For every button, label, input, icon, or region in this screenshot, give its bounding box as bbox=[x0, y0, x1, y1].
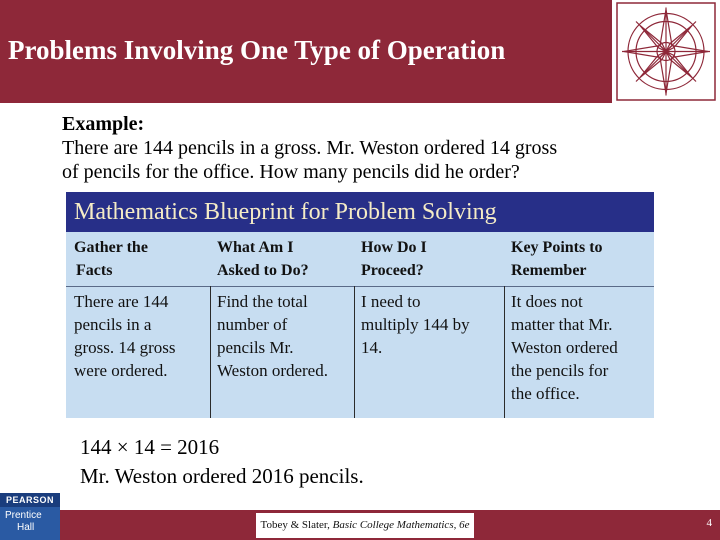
cell-line: gross. 14 gross bbox=[74, 338, 176, 357]
cell-line: multiply 144 by bbox=[361, 315, 470, 334]
column-header-facts bbox=[74, 236, 148, 282]
column-header-remember bbox=[511, 236, 603, 282]
result-statement: Mr. Weston ordered 2016 pencils. bbox=[80, 464, 364, 488]
publisher-top: PEARSON bbox=[0, 493, 60, 507]
citation-title: Basic College Mathematics, 6e bbox=[332, 519, 470, 531]
column-header-asked bbox=[217, 236, 309, 282]
blueprint-table bbox=[66, 192, 654, 418]
column-header-line: How Do I bbox=[361, 239, 427, 256]
column-header-proceed bbox=[361, 236, 427, 282]
cell-line: were ordered. bbox=[74, 361, 168, 380]
column-header-line: Gather the bbox=[74, 239, 148, 256]
citation-authors: Tobey & Slater, bbox=[260, 519, 333, 531]
publisher-logo bbox=[0, 493, 60, 540]
column-divider bbox=[504, 286, 505, 418]
column-header-line: Facts bbox=[76, 262, 113, 279]
cell-facts bbox=[74, 290, 176, 382]
cell-line: pencils Mr. bbox=[217, 338, 294, 357]
blueprint-header bbox=[66, 192, 654, 232]
cell-line: the pencils for bbox=[511, 361, 609, 380]
cell-remember bbox=[511, 290, 618, 405]
slide-title: Problems Involving One Type of Operation bbox=[8, 35, 506, 65]
publisher-imprint bbox=[5, 510, 59, 534]
cell-line: It does not bbox=[511, 292, 583, 311]
publisher-line: Prentice bbox=[5, 510, 42, 521]
result-block bbox=[80, 433, 364, 491]
column-header-line: Proceed? bbox=[361, 262, 424, 279]
cell-line: There are 144 bbox=[74, 292, 169, 311]
cell-line: Find the total bbox=[217, 292, 308, 311]
column-header-line: Remember bbox=[511, 262, 587, 279]
cell-line: I need to bbox=[361, 292, 421, 311]
column-header-line: Asked to Do? bbox=[217, 262, 309, 279]
cell-line: Weston ordered. bbox=[217, 361, 328, 380]
column-divider bbox=[210, 286, 211, 418]
cell-proceed bbox=[361, 290, 470, 359]
cell-asked bbox=[217, 290, 328, 382]
cell-line: Weston ordered bbox=[511, 338, 618, 357]
example-label: Example: bbox=[62, 113, 145, 135]
publisher-line: Hall bbox=[17, 522, 35, 533]
column-header-line: What Am I bbox=[217, 239, 294, 256]
header-divider bbox=[66, 286, 654, 287]
blueprint-title: Mathematics Blueprint for Problem Solving bbox=[74, 199, 497, 225]
result-equation: 144 × 14 = 2016 bbox=[80, 435, 220, 459]
cell-line: 14. bbox=[361, 338, 383, 357]
footer-citation bbox=[256, 513, 474, 538]
compass-rose-icon bbox=[616, 2, 716, 101]
cell-line: pencils in a bbox=[74, 315, 152, 334]
logo-box bbox=[612, 0, 720, 103]
column-divider bbox=[354, 286, 355, 418]
example-line: There are 144 pencils in a gross. Mr. Weston ordered 14 gross bbox=[62, 137, 558, 159]
cell-line: the office. bbox=[511, 384, 580, 403]
cell-line: number of bbox=[217, 315, 288, 334]
page-number: 4 bbox=[706, 517, 712, 529]
cell-line: matter that Mr. bbox=[511, 315, 613, 334]
column-header-line: Key Points to bbox=[511, 239, 603, 256]
example-line: of pencils for the office. How many pencils did he order? bbox=[62, 161, 520, 183]
example-block bbox=[62, 112, 557, 184]
